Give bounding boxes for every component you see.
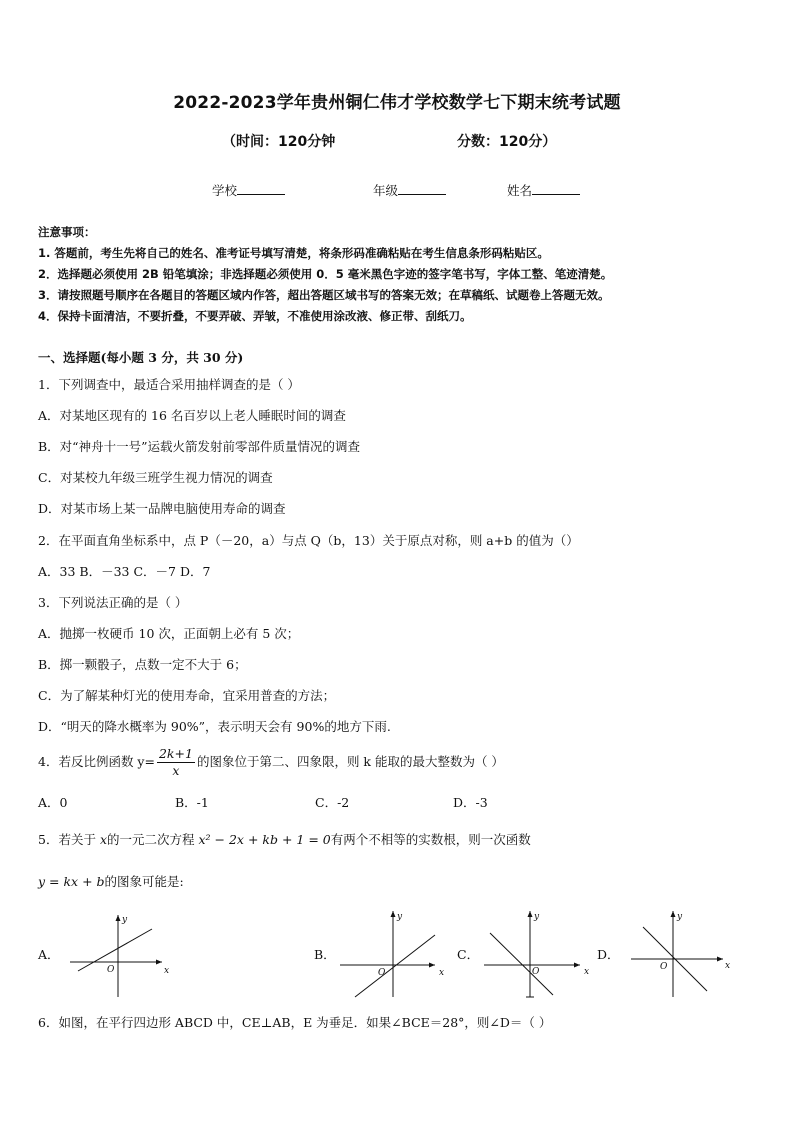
q1-option-d: D．对某市场上某一品牌电脑使用寿命的调查 [38,501,286,516]
grade-label: 年级 [373,183,399,198]
q4-stem-post: 的图象位于第二、四象限，则 k 能取的最大整数为（ ） [196,754,504,769]
q4-stem [38,746,504,779]
function-line [355,935,435,997]
name-blank [532,182,580,195]
q5-line2-text: 的图象可能是: [104,874,184,889]
y-axis-arrow [528,911,533,917]
q5-graph-a [60,905,175,1005]
q1-stem: 1．下列调查中，最适合采用抽样调查的是（ ） [38,377,300,392]
school-label: 学校 [212,183,238,198]
notice-item: 3．请按照题号顺序在各题目的答题区域内作答，超出答题区域书写的答案无效；在草稿纸、试题卷上答题无效。 [38,288,610,302]
q5-graph-d [625,905,740,1005]
x-axis-label: x [439,968,445,978]
q5-graph-c [478,905,593,1005]
q4-fraction [157,746,195,779]
x-axis-arrow [156,960,162,965]
x-axis-label: x [164,966,170,976]
q2-options: A．33 B．－33 C．－7 D．7 [38,564,211,579]
q1-option-a: A．对某地区现有的 16 名百岁以上老人睡眠时间的调查 [38,408,346,423]
q5-stem [38,830,531,848]
origin-label: O [532,967,540,977]
page-title: 2022-2023学年贵州铜仁伟才学校数学七下期末统考试题 [173,93,621,113]
x-axis-label: x [584,967,590,977]
y-axis-label: y [122,915,128,925]
origin-label: O [660,962,668,972]
school-field [212,181,285,199]
q5-variable: x [99,832,107,847]
x-axis-arrow [717,957,723,962]
origin-label: O [107,965,115,975]
q4-option-a: A．0 [38,795,68,810]
q3-option-a: A．抛掷一枚硬币 10 次，正面朝上必有 5 次； [38,626,300,641]
function-line [490,933,553,995]
q5-option-b-label: B． [314,947,336,962]
y-axis-arrow [391,911,396,917]
exam-time: （时间：120分钟 [222,134,336,150]
q1-option-b: B．对“神舟十一号”运载火箭发射前零部件质量情况的调查 [38,439,360,454]
x-axis-arrow [574,963,580,968]
grade-blank [398,182,446,195]
q6-stem: 6．如图，在平行四边形 ABCD 中，CE⊥AB，E 为垂足．如果∠BCE＝28°，则∠D＝（ ） [38,1015,552,1030]
y-axis-label: y [677,912,683,922]
name-label: 姓名 [507,183,533,198]
x-axis-arrow [429,963,435,968]
q5-stem-post: 有两个不相等的实数根，则一次函数 [330,832,531,847]
q5-stem-mid: 的一元二次方程 [107,832,195,847]
q3-option-d: D．“明天的降水概率为 90%”，表示明天会有 90%的地方下雨. [38,719,391,734]
notice-item: 4．保持卡面清洁，不要折叠，不要弄破、弄皱，不准使用涂改液、修正带、刮纸刀。 [38,309,472,323]
notice-heading: 注意事项： [38,225,96,239]
q5-equation: x² − 2x + kb + 1 = 0 [198,832,331,847]
q5-stem-pre: 5．若关于 [38,832,96,847]
q1-option-c: C．对某校九年级三班学生视力情况的调查 [38,470,273,485]
y-axis-arrow [116,915,121,921]
q5-line2 [38,872,184,890]
y-axis-label: y [397,912,403,922]
y-axis-label: y [534,912,540,922]
grade-field [373,181,446,199]
y-axis-arrow [671,911,676,917]
q2-stem: 2．在平面直角坐标系中，点 P（－20，a）与点 Q（b，13）关于原点对称，则 a+b 的值为（） [38,533,579,548]
name-field [507,181,580,199]
q5-function: y = kx + b [38,874,105,889]
q4-option-d: D．-3 [453,795,488,810]
section-heading: 一、选择题(每小题 3 分，共 30 分) [38,350,244,365]
school-blank [237,182,285,195]
q4-option-c: C．-2 [315,795,350,810]
q3-option-c: C．为了解某种灯光的使用寿命，宜采用普查的方法； [38,688,336,703]
q4-fraction-denominator: x [172,763,180,778]
x-axis-label: x [725,961,731,971]
q4-option-b: B．-1 [175,795,209,810]
q4-stem-pre: 4．若反比例函数 y= [38,754,155,769]
q5-graph-b [335,905,450,1005]
q3-option-b: B．掷一颗骰子，点数一定不大于 6； [38,657,247,672]
notice-item: 2．选择题必须使用 2B 铅笔填涂；非选择题必须使用 0．5 毫米黑色字迹的签字笔书写，字体工整、笔迹清楚。 [38,267,613,281]
q3-stem: 3．下列说法正确的是（ ） [38,595,188,610]
q5-option-a-label: A． [38,947,60,962]
notice-item: 1. 答题前，考生先将自己的姓名、准考证号填写清楚，将条形码准确粘贴在考生信息条形码粘贴区。 [38,246,549,260]
q5-option-d-label: D． [597,947,620,962]
q5-option-c-label: C． [457,947,480,962]
function-line [78,929,152,971]
q4-fraction-numerator: 2k+1 [158,746,193,761]
exam-score: 分数：120分） [457,134,557,150]
origin-label: O [378,968,386,978]
